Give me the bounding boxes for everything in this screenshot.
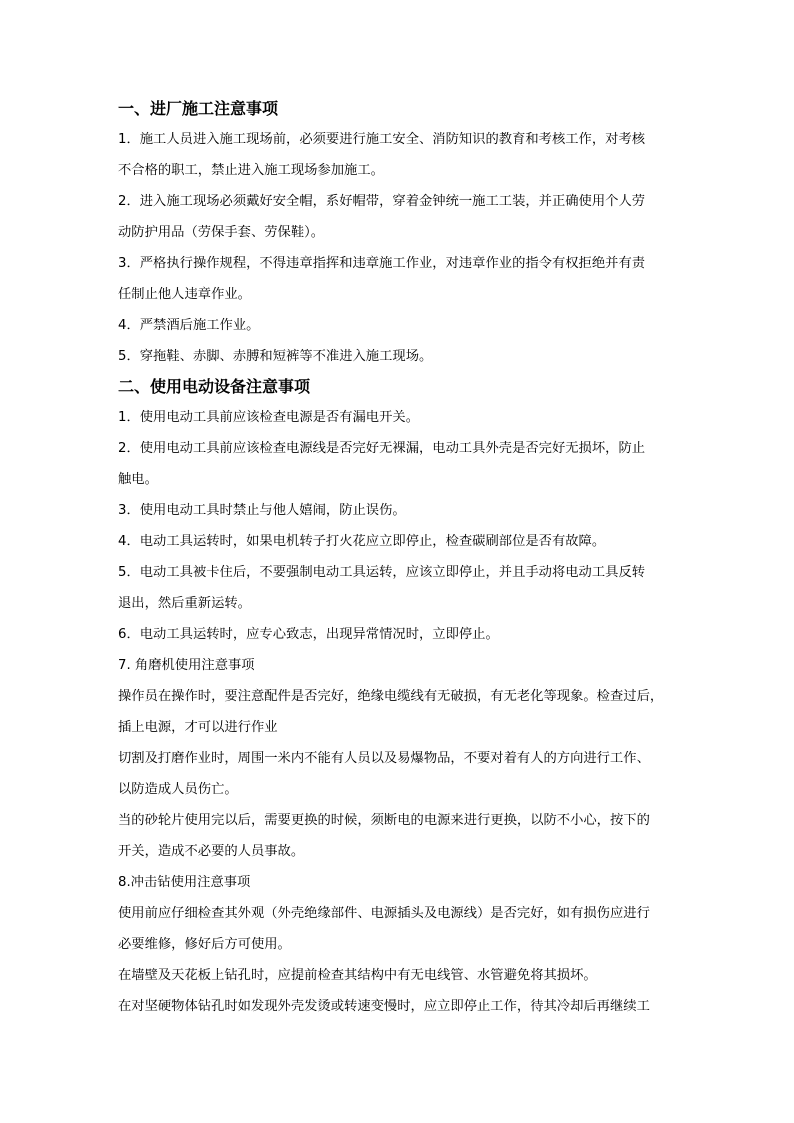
list-item (118, 805, 682, 867)
paragraph-line: 7. 角磨机使用注意事项 (118, 658, 255, 673)
paragraph-line: 5．电动工具被卡住后，不要强制电动工具运转，应该立即停止，并且手动将电动工具反转 (118, 565, 646, 580)
list-item (118, 124, 682, 186)
list-item (118, 186, 682, 248)
list-item (118, 495, 682, 526)
paragraph-line: 2．进入施工现场必须戴好安全帽，系好帽带，穿着金钟统一施工工装，并正确使用个人劳 (118, 194, 646, 209)
paragraph-line: 不合格的职工，禁止进入施工现场参加施工。 (118, 163, 384, 178)
paragraph-line: 1．施工人员进入施工现场前，必须要进行施工安全、消防知识的教育和考核工作，对考核 (118, 132, 646, 147)
section-heading-entry: 一、进厂施工注意事项 (118, 99, 279, 118)
list-item (118, 526, 682, 557)
list-item (118, 898, 682, 960)
paragraph-line: 3．严格执行操作规程，不得违章指挥和违章施工作业，对违章作业的指令有权拒绝并有责 (118, 256, 646, 271)
paragraph-line: 4．严禁酒后施工作业。 (118, 318, 260, 333)
paragraph-line: 退出，然后重新运转。 (118, 596, 251, 611)
paragraph-line: 必要维修，修好后方可使用。 (118, 937, 291, 952)
list-item (118, 248, 682, 310)
paragraph-line: 动防护用品（劳保手套、劳保鞋）。 (118, 225, 325, 240)
paragraph-line: 插上电源，才可以进行作业 (118, 720, 278, 735)
list-item (118, 650, 682, 681)
list-item (118, 867, 682, 898)
paragraph-line: 在对坚硬物体钻孔时如发现外壳发烫或转速变慢时，应立即停止工作，待其冷却后再继续工 (118, 999, 650, 1014)
paragraph-line: 1．使用电动工具前应该检查电源是否有漏电开关。 (118, 410, 419, 425)
paragraph-line: 在墙壁及天花板上钻孔时，应提前检查其结构中有无电线管、水管避免将其损坏。 (118, 968, 597, 983)
list-item (118, 341, 682, 372)
paragraph-line: 4．电动工具运转时，如果电机转子打火花应立即停止，检查碳刷部位是否有故障。 (118, 534, 606, 549)
list-item (118, 557, 682, 619)
document-page (118, 94, 682, 1022)
paragraph-line: 当的砂轮片使用完以后，需要更换的时候，须断电的电源来进行更换，以防不小心，按下的 (118, 813, 650, 828)
paragraph-line: 以防造成人员伤亡。 (118, 782, 238, 797)
list-item (118, 310, 682, 341)
list-item (118, 991, 682, 1022)
paragraph-line: 触电。 (118, 472, 158, 487)
paragraph-line: 5．穿拖鞋、赤脚、赤膊和短裤等不准进入施工现场。 (118, 349, 433, 364)
paragraph-line: 3．使用电动工具时禁止与他人嬉闹，防止误伤。 (118, 503, 406, 518)
list-item (118, 619, 682, 650)
list-item (118, 681, 682, 743)
list-item (118, 433, 682, 495)
list-item (118, 402, 682, 433)
paragraph-line: 8.冲击钻使用注意事项 (118, 875, 251, 890)
paragraph-line: 使用前应仔细检查其外观（外壳绝缘部件、电源插头及电源线）是否完好，如有损伤应进行 (118, 906, 650, 921)
list-item (118, 960, 682, 991)
paragraph-line: 开关，造成不必要的人员事故。 (118, 844, 305, 859)
paragraph-line: 切割及打磨作业时，周围一米内不能有人员以及易爆物品，不要对着有人的方向进行工作、 (118, 751, 650, 766)
paragraph-line: 2．使用电动工具前应该检查电源线是否完好无裸漏，电动工具外壳是否完好无损坏，防止 (118, 441, 646, 456)
list-item (118, 743, 682, 805)
paragraph-line: 任制止他人违章作业。 (118, 287, 251, 302)
section-heading-power-tools: 二、使用电动设备注意事项 (118, 377, 311, 396)
paragraph-line: 操作员在操作时，要注意配件是否完好，绝缘电缆线有无破损，有无老化等现象。检查过后， (118, 689, 664, 704)
paragraph-line: 6．电动工具运转时，应专心致志，出现异常情况时，立即停止。 (118, 627, 499, 642)
